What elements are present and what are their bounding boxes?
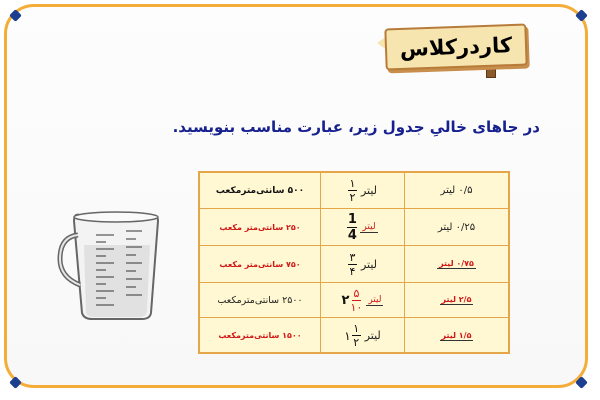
cell-volume-cm3	[200, 318, 321, 353]
volume-cm3-answer: ۱۵۰۰ سانتی‌مترمکعب	[218, 331, 302, 340]
fraction: $\frac{۳}{۴}$	[349, 250, 356, 278]
cell-volume-cm3	[200, 209, 321, 245]
cell-decimal-liter	[405, 318, 508, 353]
decimal-liter-answer: ۰/۷۵ لیتر	[439, 259, 474, 268]
table-row	[200, 173, 508, 208]
cell-fraction	[321, 173, 405, 208]
decimal-liter-text: ۰/۲۵ لیتر	[437, 221, 476, 233]
cell-decimal-liter	[405, 246, 508, 282]
cell-decimal-liter	[405, 283, 508, 317]
decimal-liter-answer: ۱/۵ لیتر	[441, 330, 472, 340]
fraction: $\frac{۱}{۲}$	[353, 322, 360, 349]
fraction: $\frac{۵}{۱۰}$	[350, 286, 363, 314]
table-row	[200, 282, 508, 317]
cell-fraction	[321, 209, 405, 245]
volume-cm3-text: ۲۵۰۰ سانتی‌مترمکعب	[217, 294, 303, 306]
fraction-value	[348, 178, 377, 203]
cell-volume-cm3	[200, 246, 321, 282]
page-title: کاردرکلاس	[399, 33, 513, 61]
wooden-sign-icon	[384, 24, 527, 71]
decimal-liter-answer: ۲/۵ لیتر	[441, 295, 472, 304]
cell-decimal-liter	[405, 209, 508, 245]
cell-fraction	[321, 283, 405, 317]
volume-cm3-text: ۵۰۰ سانتی‌مترمکعب	[215, 185, 305, 196]
unit-liter: لیتر	[364, 329, 381, 342]
fraction: $\frac{۱}{۲}$	[349, 177, 356, 204]
cell-fraction	[321, 246, 405, 282]
volume-cm3-answer: ۲۵۰ سانتی‌متر مکعب	[219, 222, 301, 232]
cell-fraction	[321, 318, 405, 353]
fraction-value: ۱ $\frac{۱}{۲}$ لیتر	[344, 322, 381, 349]
conversion-table	[198, 171, 510, 354]
fraction-value	[348, 252, 377, 277]
table-row	[200, 317, 508, 353]
fraction-value	[347, 213, 377, 242]
cell-volume-cm3	[200, 173, 321, 208]
unit-liter: لیتر	[360, 257, 378, 271]
fraction: $\frac{1}{4}$	[347, 211, 357, 243]
cell-decimal-liter	[405, 173, 508, 208]
decimal-liter-text: ۰/۵ لیتر	[440, 185, 473, 196]
unit-liter-answer: لیتر	[368, 294, 382, 305]
fraction-value: ۲ $\frac{۵}{۱۰}$ لیتر	[341, 286, 382, 314]
unit-liter: لیتر	[360, 184, 378, 197]
unit-liter-answer: لیتر	[362, 221, 376, 232]
instruction-text: در جاهای خالیِ جدول زیر، عبارت مناسب بنویسید.	[172, 118, 540, 136]
table-row	[200, 208, 508, 245]
volume-cm3-answer: ۷۵۰ سانتی‌متر مکعب	[219, 259, 301, 269]
table-row	[200, 245, 508, 282]
measuring-cup-icon	[54, 205, 164, 323]
cell-volume-cm3	[200, 283, 321, 317]
